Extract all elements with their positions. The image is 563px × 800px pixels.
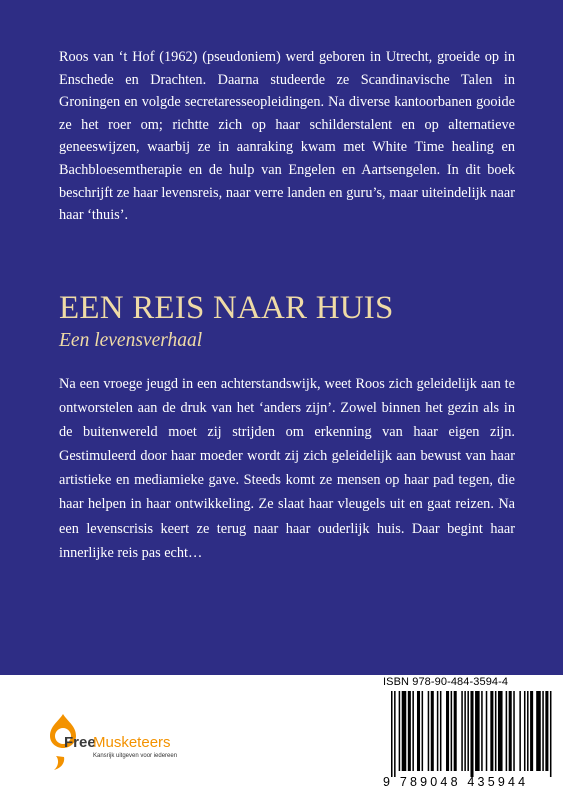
book-blurb: Na een vroege jeugd in een achterstandswijk, weet Roos zich geleidelijk aan te ontworstelen aan de druk van het ‘anders zijn’. Zowel binnen het gezin als in de buitenwereld moet zij strijden om erkenning van haar eigen zijn. Gestimuleerd door haar moeder wordt zij zich geleidelijk aan bewust van haar artistieke en mediamieke gave. Steeds komt ze mensen op haar pad tegen, die haar helpen in haar ontwikkeling. Ze slaat haar vleugels uit en gaat reizen. Na een levenscrisis keert ze terug naar haar ouderlijk huis. Daar begint haar innerlijke reis pas echt… <box>59 376 515 561</box>
cover-white-strip <box>0 675 563 800</box>
barcode-bar <box>437 691 439 771</box>
barcode-bar <box>486 691 488 771</box>
barcode-bar <box>454 691 457 771</box>
publisher-name-free: Free <box>64 734 96 751</box>
barcode-bar <box>408 691 411 771</box>
barcode-bar <box>451 691 453 771</box>
barcode-bar <box>527 691 529 771</box>
barcode-bar <box>506 691 508 771</box>
barcode-bar <box>428 691 430 771</box>
barcode-bar <box>470 691 473 777</box>
barcode-bar <box>475 691 480 771</box>
barcode-bar <box>498 691 503 771</box>
barcode-bar <box>509 691 512 771</box>
barcode-bar <box>513 691 515 771</box>
barcode-bar <box>402 691 407 771</box>
barcode-bar <box>464 691 466 771</box>
barcode-bar <box>545 691 548 771</box>
publisher-logo <box>50 712 250 782</box>
barcode-bar <box>417 691 420 771</box>
author-bio: Roos van ‘t Hof (1962) (pseudoniem) werd geboren in Utrecht, groeide op in Enschede en Drachten. Daarna studeerde ze Scandinavische Talen in Groningen en volgde secretaresseopleidingen. Na diverse kantoorbanen gooide ze het roer om; richtte zich op haar schilderstalent en op alternatieve geneeswijzen, waarbij ze in aanraking kwam met White Time healing en Bachbloesemtherapie en de hulp van Engelen en Aartsengelen. In dit boek beschrijft ze haar levensreis, naar verre landen en guru’s, maar uiteindelijk naar haar ‘thuis’. <box>59 49 515 224</box>
publisher-tagline: Kansrijk uitgeven voor iedereen <box>93 753 178 759</box>
barcode-bar <box>431 691 434 771</box>
publisher-name-musketeers: Musketeers <box>93 734 171 751</box>
isbn-label: ISBN 978-90-484-3594-4 <box>383 676 509 688</box>
barcode-block <box>383 675 563 800</box>
barcode-bar <box>530 691 533 771</box>
barcode-bars <box>391 691 553 777</box>
barcode-bar <box>446 691 449 771</box>
book-subtitle: Een levensverhaal <box>59 330 203 351</box>
barcode-bar <box>481 691 483 771</box>
barcode-bar <box>399 691 401 771</box>
barcode-bar <box>467 691 469 771</box>
book-title: EEN REIS NAAR HUIS <box>59 290 394 326</box>
barcode-bar <box>536 691 541 771</box>
barcode-bar <box>412 691 414 771</box>
barcode-bar <box>391 691 393 777</box>
barcode-bar <box>440 691 442 771</box>
barcode-bar <box>490 691 493 771</box>
barcode-bar <box>495 691 497 771</box>
barcode-bar <box>461 691 463 771</box>
barcode-digits: 9 789048 435944 <box>383 775 529 789</box>
barcode-bar <box>519 691 521 771</box>
barcode-bar <box>550 691 552 777</box>
barcode-bar <box>524 691 526 771</box>
barcode-bar <box>394 691 396 777</box>
barcode-bar <box>542 691 544 771</box>
barcode-bar <box>422 691 424 771</box>
